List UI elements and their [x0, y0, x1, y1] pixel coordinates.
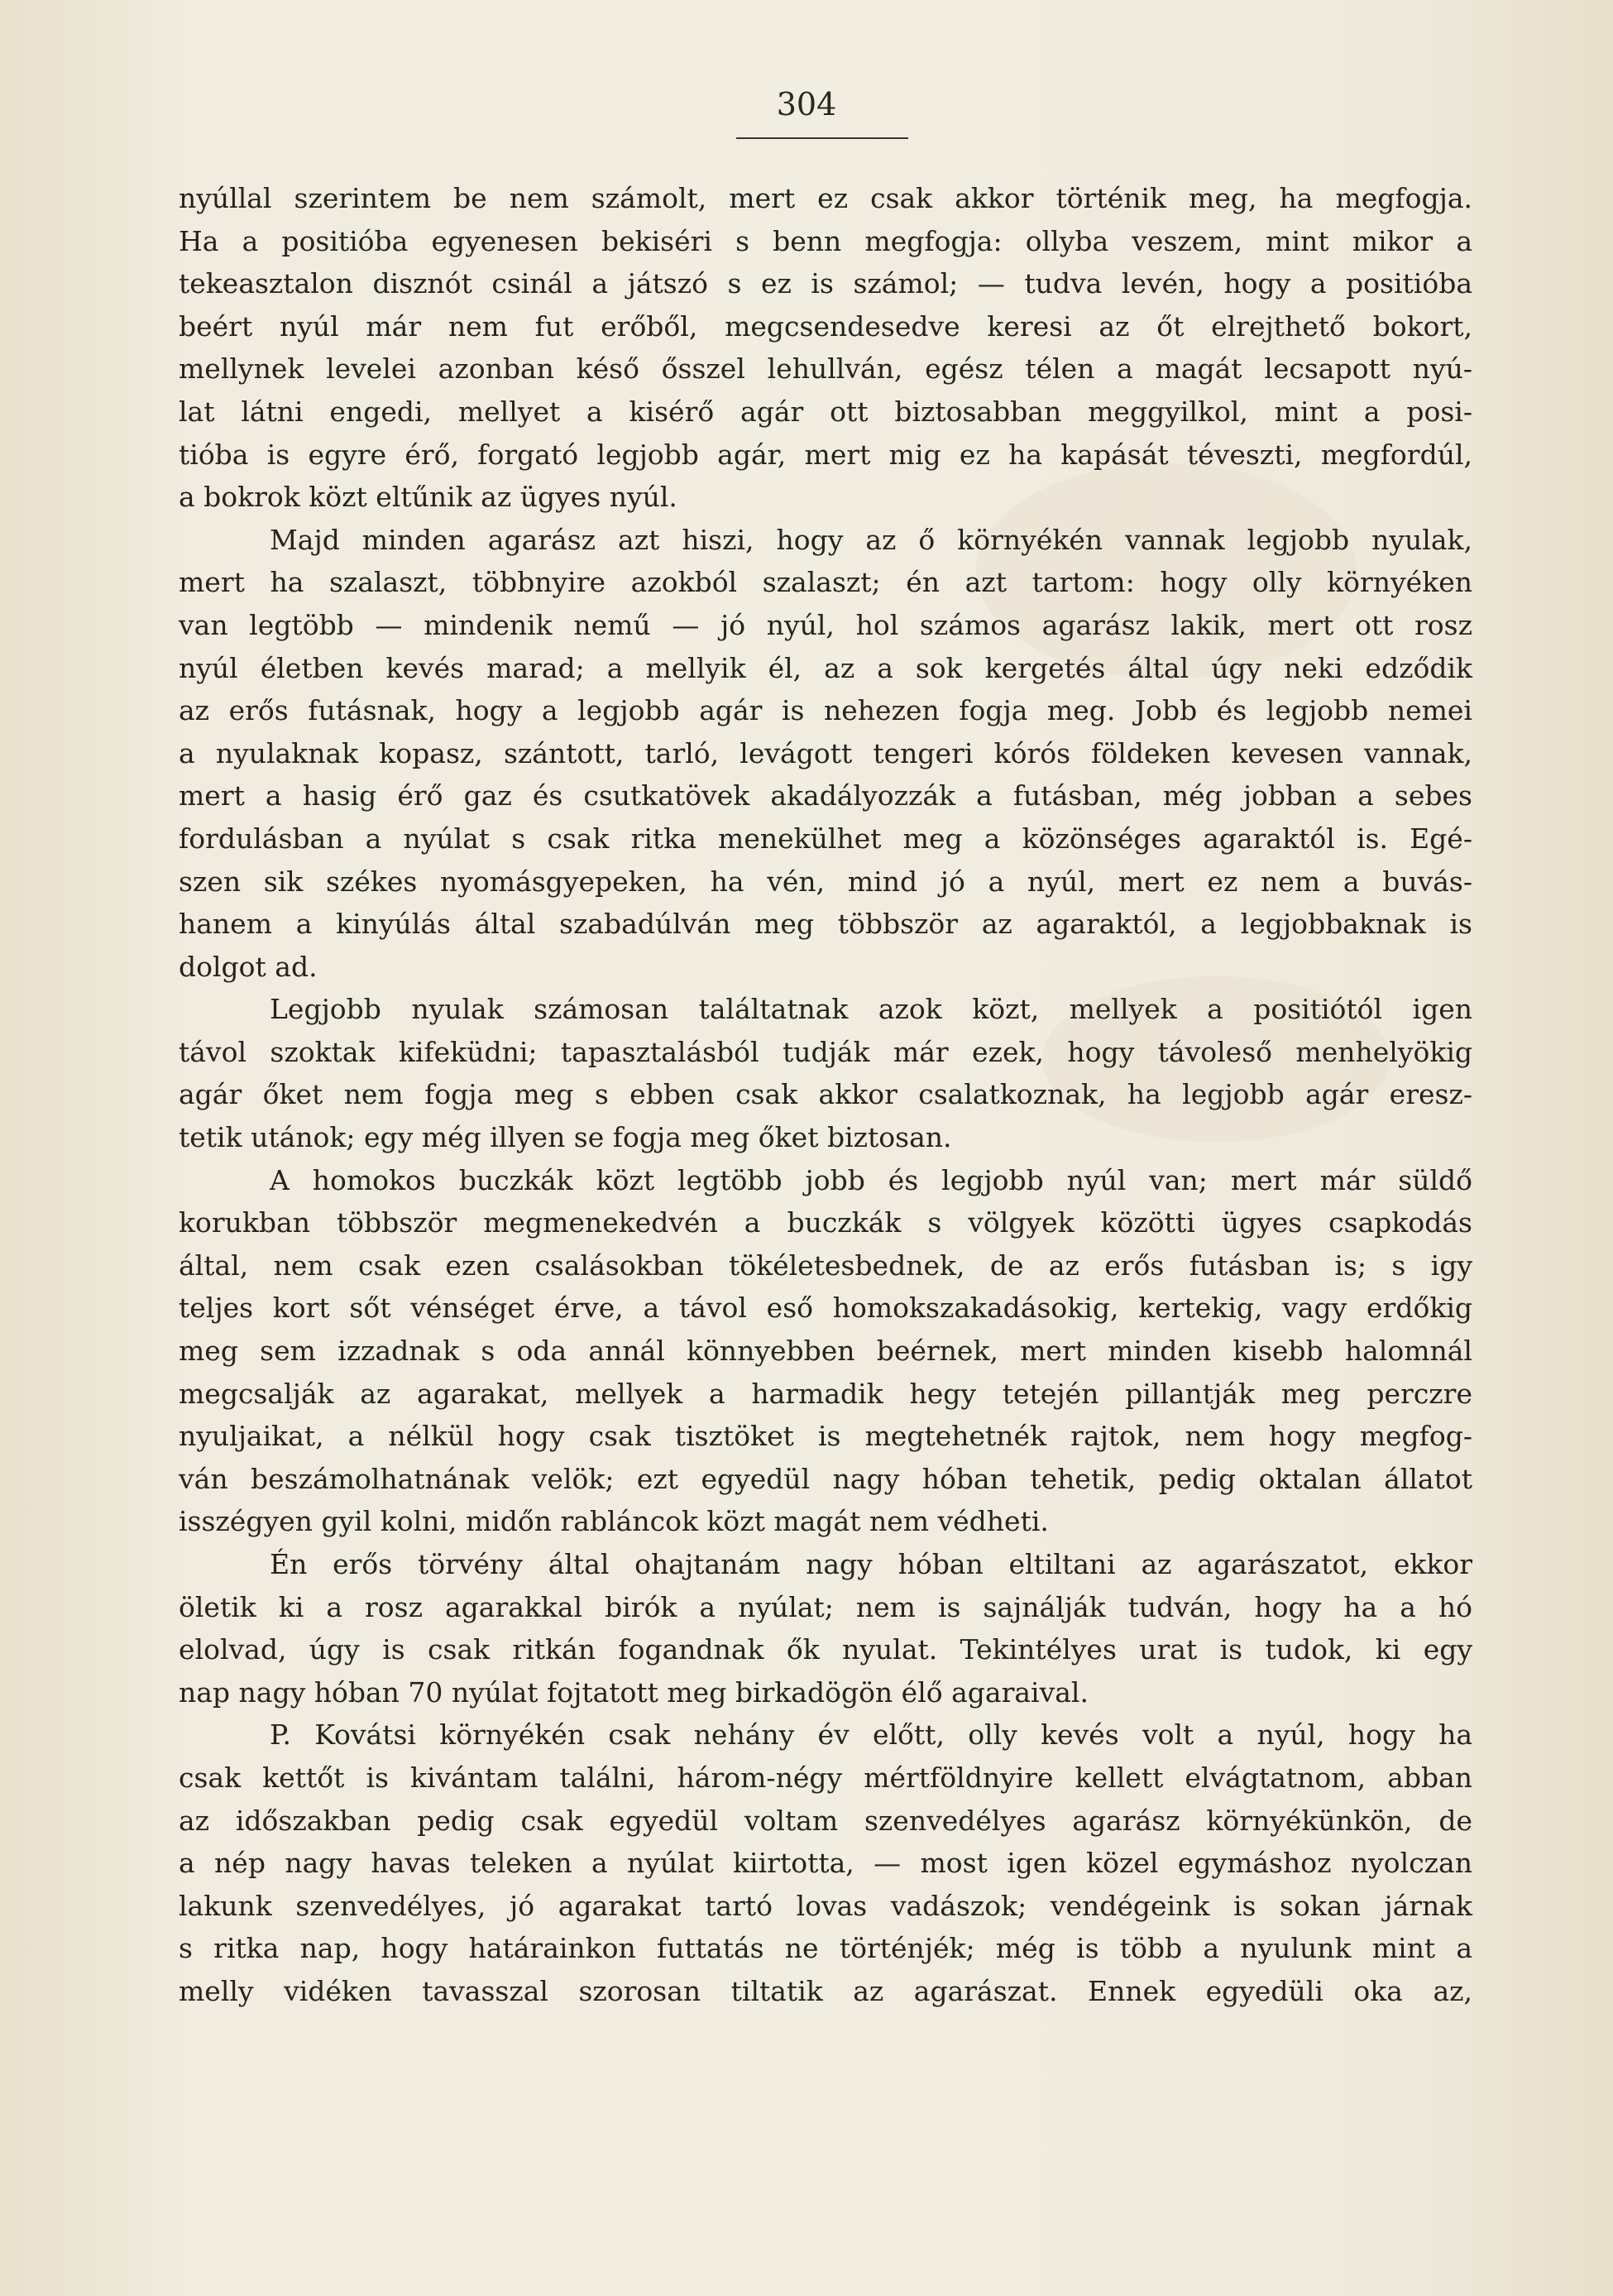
- text-line: melly vidéken tavasszal szorosan tiltatik az agarászat. Ennek egyedüli oka az,: [179, 1974, 1472, 2007]
- text-line: a nyulaknak kopasz, szántott, tarló, levágott tengeri kórós földeken kevesen vannak,: [179, 736, 1472, 769]
- text-line: távol szoktak kifeküdni; tapasztalásból tudják már ezek, hogy távoleső menhelyökig: [179, 1035, 1472, 1068]
- text-line: megcsalják az agarakat, mellyek a harmadik hegy tetején pillantják meg perczre: [179, 1377, 1472, 1410]
- text-line: nyúl életben kevés marad; a mellyik él, az a sok kergetés által úgy neki edződik: [179, 651, 1472, 684]
- page-number: 304: [776, 86, 837, 122]
- text-line: agár őket nem fogja meg s ebben csak akkor csalatkoznak, ha legjobb agár eresz-: [179, 1078, 1472, 1111]
- text-line: szen sik székes nyomásgyepeken, ha vén, mind jó a nyúl, mert ez nem a buvás-: [179, 865, 1472, 898]
- paragraph-first-line: Én erős törvény által ohajtanám nagy hóban eltiltani az agarászatot, ekkor: [270, 1548, 1472, 1580]
- text-line: a nép nagy havas teleken a nyúlat kiirtotta, — most igen közel egymáshoz nyolczan: [179, 1847, 1472, 1880]
- text-line: mellynek levelei azonban késő ősszel lehullván, egész télen a magát lecsapott nyú-: [179, 352, 1472, 386]
- paragraph-first-line: Legjobb nyulak számosan találtatnak azok közt, mellyek a positiótól igen: [270, 993, 1472, 1026]
- text-line: s ritka nap, hogy határainkon futtatás ne történjék; még is több a nyulunk mint a: [179, 1932, 1472, 1965]
- text-line: csak kettőt is kivántam találni, három-négy mértföldnyire kellett elvágtatnom, abban: [179, 1761, 1472, 1794]
- text-line: mert a hasig érő gaz és csutkatövek akadályozzák a futásban, még jobban a sebes: [179, 779, 1472, 812]
- text-line: fordulásban a nyúlat s csak ritka menekülhet meg a közönséges agaraktól is. Egé-: [179, 822, 1472, 855]
- text-line: van legtöbb — mindenik nemű — jó nyúl, hol számos agarász lakik, mert ott rosz: [179, 608, 1472, 641]
- text-line: nap nagy hóban 70 nyúlat fojtatott meg birkadögön élő agaraival.: [179, 1675, 1089, 1709]
- paragraph-first-line: A homokos buczkák közt legtöbb jobb és legjobb nyúl van; mert már süldő: [270, 1163, 1472, 1196]
- text-line: hanem a kinyúlás által szabadúlván meg többször az agaraktól, a legjobbaknak is: [179, 908, 1472, 941]
- text-line: nyuljaikat, a nélkül hogy csak tisztöket is megtehetnék rajtok, nem hogy megfog-: [179, 1420, 1472, 1453]
- text-line: az időszakban pedig csak egyedül voltam szenvedélyes agarász környékünkön, de: [179, 1804, 1472, 1837]
- text-line: Ha a positióba egyenesen bekiséri s benn megfogja: ollyba veszem, mint mikor a: [179, 224, 1472, 257]
- text-line: elolvad, úgy is csak ritkán fogandnak ők nyulat. Tekintélyes urat is tudok, ki egy: [179, 1633, 1472, 1666]
- text-line: az erős futásnak, hogy a legjobb agár is nehezen fogja meg. Jobb és legjobb nemei: [179, 694, 1472, 727]
- text-line: a bokrok közt eltűnik az ügyes nyúl.: [179, 481, 677, 514]
- text-line: dolgot ad.: [179, 950, 318, 983]
- paragraph-first-line: Majd minden agarász azt hiszi, hogy az ő környékén vannak legjobb nyulak,: [270, 523, 1472, 556]
- text-line: lat látni engedi, mellyet a kisérő agár ott biztosabban meggyilkol, mint a posi-: [179, 395, 1472, 428]
- body-text: [179, 177, 1472, 2013]
- text-line: tióba is egyre érő, forgató legjobb agár, mert mig ez ha kapását téveszti, megfordúl,: [179, 438, 1472, 471]
- text-line: teljes kort sőt vénséget érve, a távol eső homokszakadásokig, kertekig, vagy erdőkig: [179, 1292, 1472, 1325]
- text-line: isszégyen gyil kolni, midőn rabláncok közt magát nem védheti.: [179, 1505, 1049, 1538]
- text-line: mert ha szalaszt, többnyire azokból szalaszt; én azt tartom: hogy olly környéken: [179, 566, 1472, 599]
- text-line: tetik utánok; egy még illyen se fogja meg őket biztosan.: [179, 1121, 952, 1154]
- text-line: ván beszámolhatnának velök; ezt egyedül nagy hóban tehetik, pedig oktalan állatot: [179, 1462, 1472, 1495]
- text-line: beért nyúl már nem fut erőből, megcsendesedve keresi az őt elrejthető bokort,: [179, 309, 1472, 343]
- text-line: meg sem izzadnak s oda annál könnyebben beérnek, mert minden kisebb halomnál: [179, 1335, 1472, 1368]
- text-line: nyúllal szerintem be nem számolt, mert ez csak akkor történik meg, ha megfogja.: [179, 182, 1472, 214]
- text-line: által, nem csak ezen csalásokban tökéletesbednek, de az erős futásban is; s igy: [179, 1249, 1472, 1282]
- text-line: öletik ki a rosz agarakkal birók a nyúlat; nem is sajnálják tudván, hogy ha a hó: [179, 1590, 1472, 1623]
- paragraph-first-line: P. Kovátsi környékén csak nehány év előtt, olly kevés volt a nyúl, hogy ha: [270, 1718, 1472, 1752]
- text-line: korukban többször megmenekedvén a buczkák s völgyek közötti ügyes csapkodás: [179, 1206, 1472, 1239]
- text-line: tekeasztalon disznót csinál a játszó s ez is számol; — tudva levén, hogy a positióba: [179, 267, 1472, 300]
- header-rule: [736, 137, 908, 139]
- text-line: lakunk szenvedélyes, jó agarakat tartó lovas vadászok; vendégeink is sokan járnak: [179, 1889, 1472, 1922]
